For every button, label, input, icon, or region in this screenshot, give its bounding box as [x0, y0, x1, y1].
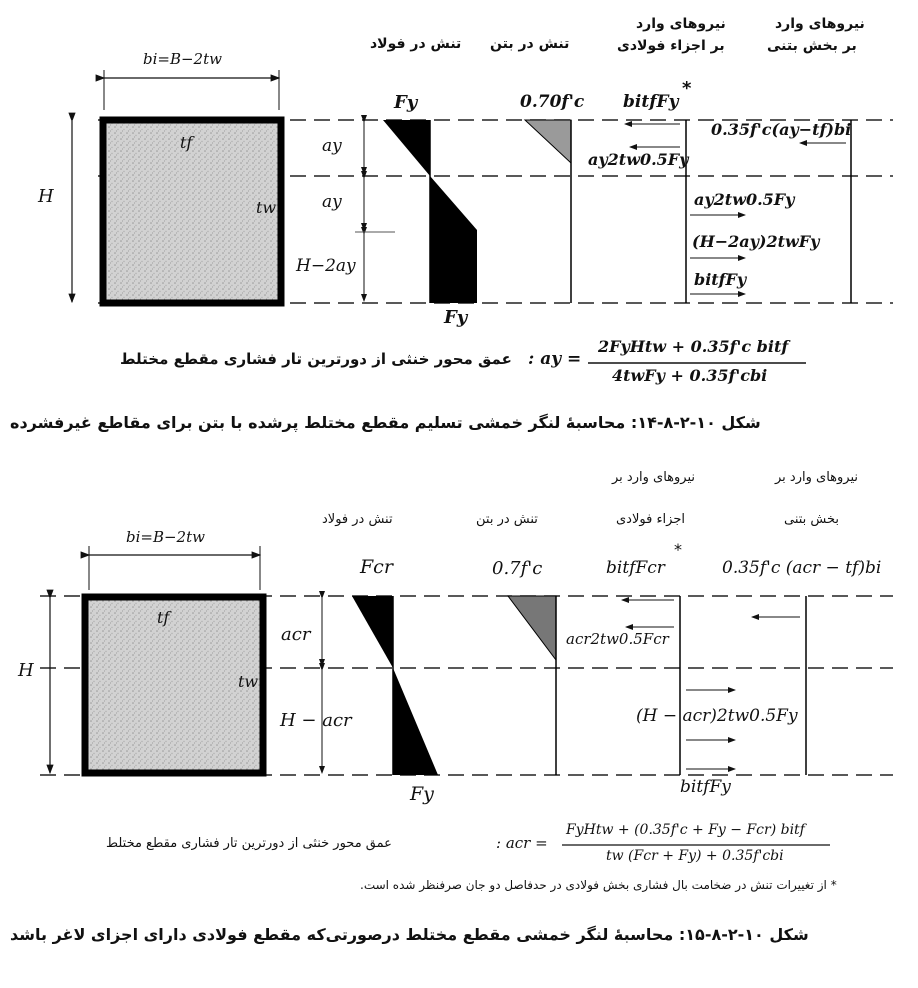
fig1-head-concrete-forces-2: بر بخش بتنی [767, 38, 857, 54]
fig2-head-concrete-forces-1: نیروهای وارد بر [775, 470, 858, 485]
fig2-steel-stress-top [352, 596, 393, 668]
fig1-fy-top: Fy [394, 92, 418, 113]
fig2-force-web-top: acr2tw0.5Fcr [566, 630, 669, 648]
fig2-star-top: * [674, 540, 682, 559]
fig1-tf-label: tf [180, 133, 193, 152]
fig1-eq-lhs: : ay = [528, 349, 582, 369]
fig1-H-label: H [38, 186, 54, 207]
fig2-head-concrete-stress: تنش در بتن [476, 512, 538, 527]
fig2-eq-numerator: FyHtw + (0.35f'c + Fy − Fcr) bitf [566, 822, 805, 838]
fig2-force-concrete: 0.35f'c (acr − tf)bi [722, 558, 882, 578]
fig1-tw-label: tw [256, 198, 277, 217]
fig1-star: * [682, 78, 692, 99]
fig1-fy-bottom: Fy [444, 307, 468, 328]
fig2-tw-label: tw [238, 672, 259, 691]
fig2-H-label: H [18, 660, 34, 681]
fig2-force-web-bot: (H − acr)2tw0.5Fy [636, 706, 798, 726]
fig1-head-concrete-forces-1: نیروهای وارد [775, 16, 865, 32]
fig1-force-web-bot1: ay2tw0.5Fy [694, 190, 795, 209]
fig1-steel-stress-top [383, 120, 430, 176]
fig1-head-concrete-stress: تنش در بتن [490, 36, 570, 52]
fig1-eq-numerator: 2FyHtw + 0.35f'c bitf [598, 337, 789, 356]
fig2-eq-denominator: tw (Fcr + Fy) + 0.35f'cbi [606, 848, 784, 864]
fig2-head-steel-stress: تنش در فولاد [322, 512, 393, 527]
fig1-width-label: bi=B−2tw [143, 50, 222, 68]
fig1-head-steel-forces-2: بر اجزاء فولادی [617, 38, 725, 54]
fig1-force-web-top: ay2tw0.5Fy [588, 150, 689, 169]
fig1-force-flange-bot: bitfFy [694, 270, 747, 289]
fig2-h-minus: H − acr [280, 710, 352, 731]
fig2-fc-label: 0.7f'c [492, 558, 543, 579]
fig1-force-web-bot2: (H−2ay)2twFy [692, 232, 820, 251]
fig2-eq-label: عمق محور خنثی از دورترین تار فشاری مقطع مختلط [106, 836, 392, 851]
fig1-head-steel-stress: تنش در فولاد [370, 36, 462, 52]
fig2-steel-stress-bottom [393, 668, 438, 775]
fig2-footnote: * از تغییرات تنش در ضخامت بال فشاری بخش فولادی در حدفاصل دو جان صرفنظر شده است. [360, 878, 837, 892]
fig1-ay-top: ay [322, 136, 342, 156]
fig1-head-steel-forces-1: نیروهای وارد [636, 16, 726, 32]
fig2-head-steel-forces-1: نیروهای وارد بر [612, 470, 695, 485]
fig1-concrete-stress [525, 120, 571, 163]
fig1-ay-mid: ay [322, 192, 342, 212]
fig2-concrete-stress [508, 596, 556, 660]
fig2-fcr-label: Fcr [360, 556, 393, 578]
fig2-section-box [85, 597, 263, 773]
fig1-drawing [72, 70, 893, 363]
fig1-caption: شکل ۱۰-۲-۸-۱۴: محاسبهٔ لنگر خمشی تسلیم مقطع مختلط پرشده با بتن برای مقاطع غیرفشرده [10, 413, 761, 432]
fig1-h-minus: H−2ay [296, 256, 356, 276]
fig2-fy-label: Fy [410, 783, 434, 805]
fig2-eq-lhs: : acr = [496, 834, 548, 852]
fig2-caption: شکل ۱۰-۲-۸-۱۵: محاسبهٔ لنگر خمشی مقطع مختلط درصورتی‌که مقطع فولادی دارای اجزای لاغر باشد [10, 925, 809, 944]
fig1-force-flange-top: bitfFy [623, 92, 679, 112]
fig1-eq-label: عمق محور خنثی از دورترین تار فشاری مقطع مختلط [120, 350, 512, 368]
fig2-width-label: bi=B−2tw [126, 528, 205, 546]
fig2-force-flange-bot: bitfFy [680, 777, 731, 797]
fig2-acr-label: acr [281, 624, 311, 645]
fig2-head-concrete-forces-2: بخش بتنی [784, 512, 840, 527]
fig1-force-concrete: 0.35f'c(ay−tf)bi [711, 120, 852, 139]
fig2-tf-label: tf [157, 608, 170, 627]
fig1-eq-denominator: 4twFy + 0.35f'cbi [612, 366, 768, 385]
fig2-head-steel-forces-2: اجزاء فولادی [616, 512, 685, 527]
fig1-steel-stress-bottom [430, 176, 477, 303]
fig2-drawing [40, 546, 893, 845]
fig1-fc-label: 0.70f'c [520, 92, 585, 112]
fig2-force-flange-top: bitfFcr [606, 558, 665, 578]
